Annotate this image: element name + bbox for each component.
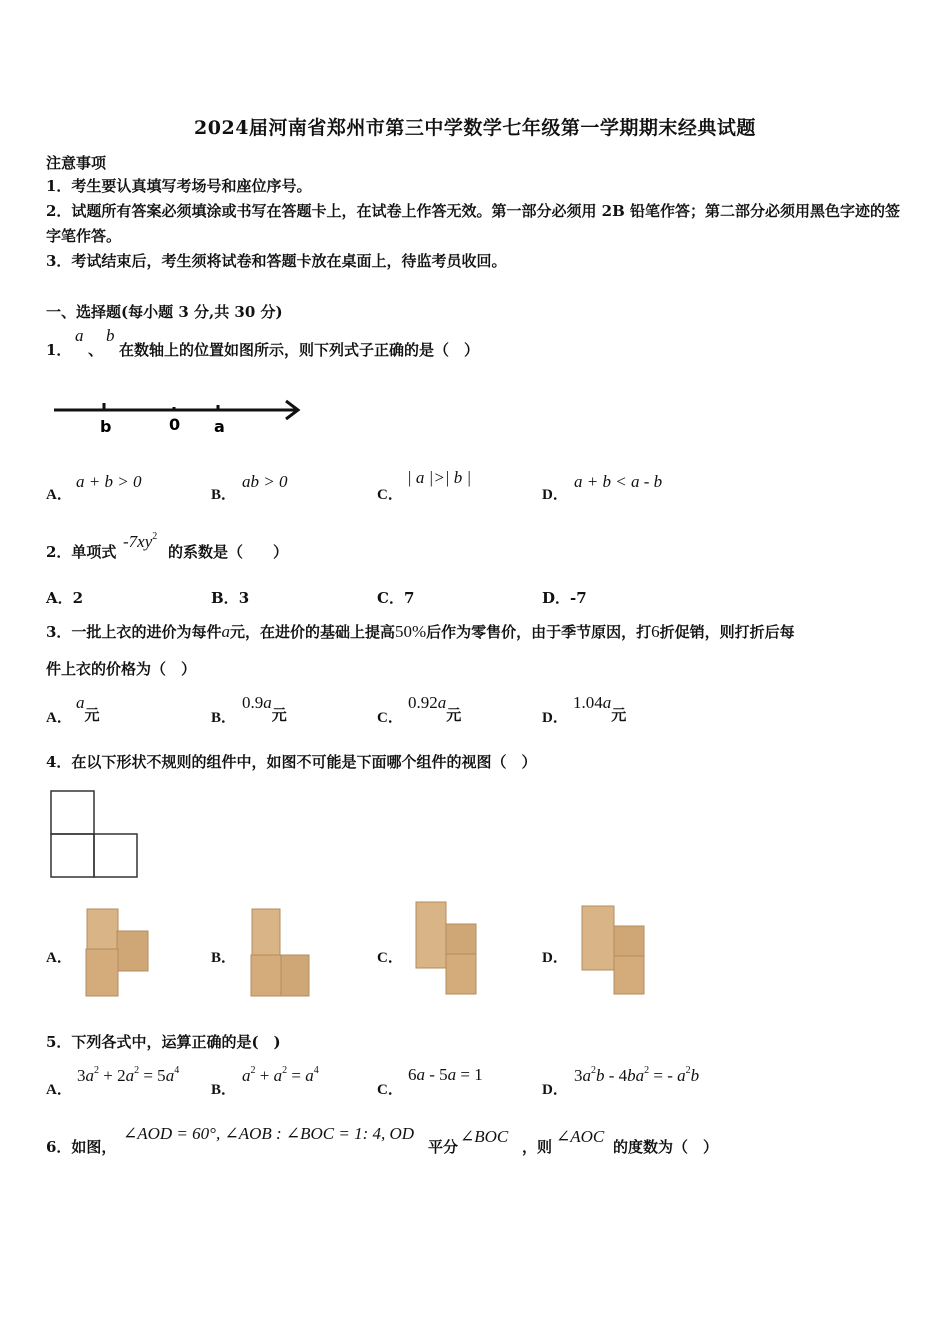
- q5-option-b[interactable]: $a^2 + a^2 = a^4$: [242, 1065, 319, 1085]
- block-a-bottom: [86, 949, 118, 996]
- q6-stem-start: 6．如图，: [46, 1138, 117, 1156]
- notice-item-2: 2．试题所有答案必须填涂或书写在答题卡上，在试卷上作答无效。第一部分必须用 2B 铅笔作答；第二部分必须用黑色字迹的签字笔作答。: [46, 202, 901, 245]
- q2-option-b-letter: B．: [211, 589, 239, 607]
- q5-option-a[interactable]: $3a^2 + 2a^2 = 5a^4$: [77, 1065, 180, 1085]
- q6-stem-then: ，则: [522, 1138, 553, 1156]
- q2-option-a-value: 2: [72, 589, 84, 607]
- q3-option-b-coef: 0.9: [242, 693, 264, 712]
- q5-option-c-letter: C．: [377, 1082, 403, 1098]
- q6-angle-boc: ∠BOC: [460, 1127, 509, 1146]
- q2-option-b-value: 3: [238, 589, 250, 607]
- q3-option-d-coef: 1.04: [573, 693, 603, 712]
- q3-option-d-unit: 元: [611, 706, 627, 724]
- q3-option-a-letter: A．: [46, 710, 72, 726]
- view-square-bottom-right: [94, 834, 137, 877]
- q5-stem: 5．下列各式中，运算正确的是( ): [46, 1033, 281, 1051]
- q3-option-c-letter: C．: [377, 710, 403, 726]
- q1-option-b-letter: B．: [211, 487, 237, 503]
- q4-option-a-blocks[interactable]: [80, 905, 152, 1000]
- q2-option-c-letter: C．: [377, 589, 404, 607]
- notice-item-3: 3．考试结束后，考生须将试卷和答题卡放在桌面上，待监考员收回。: [46, 252, 507, 270]
- q1-stem: 在数轴上的位置如图所示，则下列式子正确的是（ ）: [119, 341, 480, 359]
- q4-stem: 4．在以下形状不规则的组件中，如图不可能是下面哪个组件的视图（ ）: [46, 753, 537, 771]
- q3-option-d-letter: D．: [542, 710, 568, 726]
- q4-option-d-blocks[interactable]: [577, 902, 649, 998]
- q4-view-figure: [48, 788, 140, 880]
- q4-option-c-letter: C．: [377, 950, 403, 966]
- q3-option-a-var: a: [76, 693, 85, 712]
- q3-stem-line1: [46, 621, 795, 642]
- q6-given-expression: ∠AOD = 60°, ∠AOB : ∠BOC = 1: 4, OD: [123, 1124, 415, 1143]
- q3-option-c-coef: 0.92: [408, 693, 438, 712]
- q4-option-c-blocks[interactable]: [410, 898, 480, 998]
- q4-option-b-blocks[interactable]: [246, 905, 314, 1000]
- q3-option-b[interactable]: [242, 692, 287, 724]
- q1-option-c-letter: C．: [377, 487, 403, 503]
- q1-option-a-letter: A．: [46, 487, 72, 503]
- q3-text-4: 折促销，则打折后每: [659, 623, 795, 641]
- q3-option-a-unit: 元: [84, 706, 100, 724]
- q1-option-d-letter: D．: [542, 487, 568, 503]
- q5-option-d[interactable]: $3a^2b - 4ba^2$ = - $a^2b$: [574, 1065, 700, 1085]
- q3-text-3: 后作为零售价，由于季节原因，打: [426, 623, 652, 641]
- q4-option-b-letter: B．: [211, 950, 237, 966]
- block-d-left: [582, 906, 614, 970]
- q1-option-b[interactable]: ab > 0: [242, 472, 288, 491]
- q2-monomial: [123, 531, 157, 552]
- q3-option-c-unit: 元: [446, 706, 462, 724]
- block-b-bottom-left: [251, 955, 281, 996]
- q2-monomial-base: -7xy: [123, 532, 153, 551]
- page-title: 2024届河南省郑州市第三中学数学七年级第一学期期末经典试题: [194, 117, 756, 139]
- q2-option-d-value: -7: [570, 589, 587, 607]
- axis-label-a: a: [214, 417, 225, 436]
- q1-var-b: b: [106, 326, 115, 345]
- block-b-top: [252, 909, 280, 955]
- q4-option-a-letter: A．: [46, 950, 72, 966]
- q5-option-a-letter: A．: [46, 1082, 72, 1098]
- q5-option-b-letter: B．: [211, 1082, 237, 1098]
- q2-option-c-value: 7: [403, 589, 415, 607]
- q6-stem-end: 的度数为（ ）: [613, 1138, 719, 1156]
- q1-option-c[interactable]: | a |>| b |: [407, 468, 472, 487]
- q3-option-b-letter: B．: [211, 710, 237, 726]
- q3-option-b-unit: 元: [271, 706, 287, 724]
- block-b-bottom-right: [281, 955, 309, 996]
- block-d-right-top: [614, 926, 644, 956]
- view-square-top: [51, 791, 94, 834]
- number-line-figure: [50, 395, 310, 440]
- q5-option-c[interactable]: 6a - 5a = 1: [408, 1065, 483, 1084]
- q3-percent: 50%: [394, 622, 427, 641]
- q4-option-d-letter: D．: [542, 950, 568, 966]
- notice-heading: 注意事项: [46, 154, 107, 172]
- q3-discount: 6: [651, 622, 660, 641]
- block-c-right-top: [446, 924, 476, 954]
- q1-option-a[interactable]: a + b > 0: [76, 472, 142, 491]
- q2-option-a[interactable]: [46, 587, 83, 608]
- section-heading: 一、选择题(每小题 3 分,共 30 分): [46, 303, 283, 321]
- q2-option-d-letter: D．: [542, 589, 571, 607]
- block-d-right-bottom: [614, 956, 644, 994]
- q3-text-2: 元，在进价的基础上提高: [229, 623, 395, 641]
- axis-label-b: b: [100, 417, 112, 436]
- block-c-right-bottom: [446, 954, 476, 994]
- q3-option-d[interactable]: [573, 692, 627, 724]
- q3-text-1: 3．一批上衣的进价为每件: [46, 623, 222, 641]
- q1-var-a: a: [75, 326, 84, 345]
- q3-stem-line2: 件上衣的价格为（ ）: [46, 660, 197, 678]
- q3-option-b-var: a: [263, 693, 272, 712]
- block-a-right: [117, 931, 148, 971]
- q3-option-a[interactable]: [76, 692, 100, 724]
- q2-option-c[interactable]: [377, 587, 414, 608]
- q3-option-d-var: a: [602, 693, 612, 712]
- q2-option-a-letter: A．: [46, 589, 73, 607]
- view-square-bottom-left: [51, 834, 94, 877]
- q1-option-d[interactable]: a + b < a - b: [574, 472, 663, 491]
- q6-stem-bisect: 平分: [428, 1138, 459, 1156]
- q2-option-d[interactable]: [542, 587, 587, 608]
- axis-label-0: 0: [169, 415, 181, 434]
- q2-option-b[interactable]: [211, 587, 249, 608]
- q3-var-a: a: [221, 622, 230, 641]
- q3-option-c[interactable]: [408, 692, 462, 724]
- q2-stem-start: 2．单项式: [46, 543, 117, 561]
- q5-option-d-letter: D．: [542, 1082, 568, 1098]
- block-a-top: [87, 909, 118, 949]
- notice-item-1: 1．考生要认真填写考场号和座位序号。: [46, 177, 312, 195]
- q3-option-c-var: a: [437, 693, 447, 712]
- q1-number: 1．: [46, 341, 72, 359]
- q2-stem-end: 的系数是（ ）: [168, 543, 289, 561]
- block-c-left: [416, 902, 446, 968]
- q1-separator: 、: [88, 341, 104, 359]
- q2-monomial-exponent: 2: [152, 531, 158, 542]
- q6-angle-aoc: ∠AOC: [556, 1127, 605, 1146]
